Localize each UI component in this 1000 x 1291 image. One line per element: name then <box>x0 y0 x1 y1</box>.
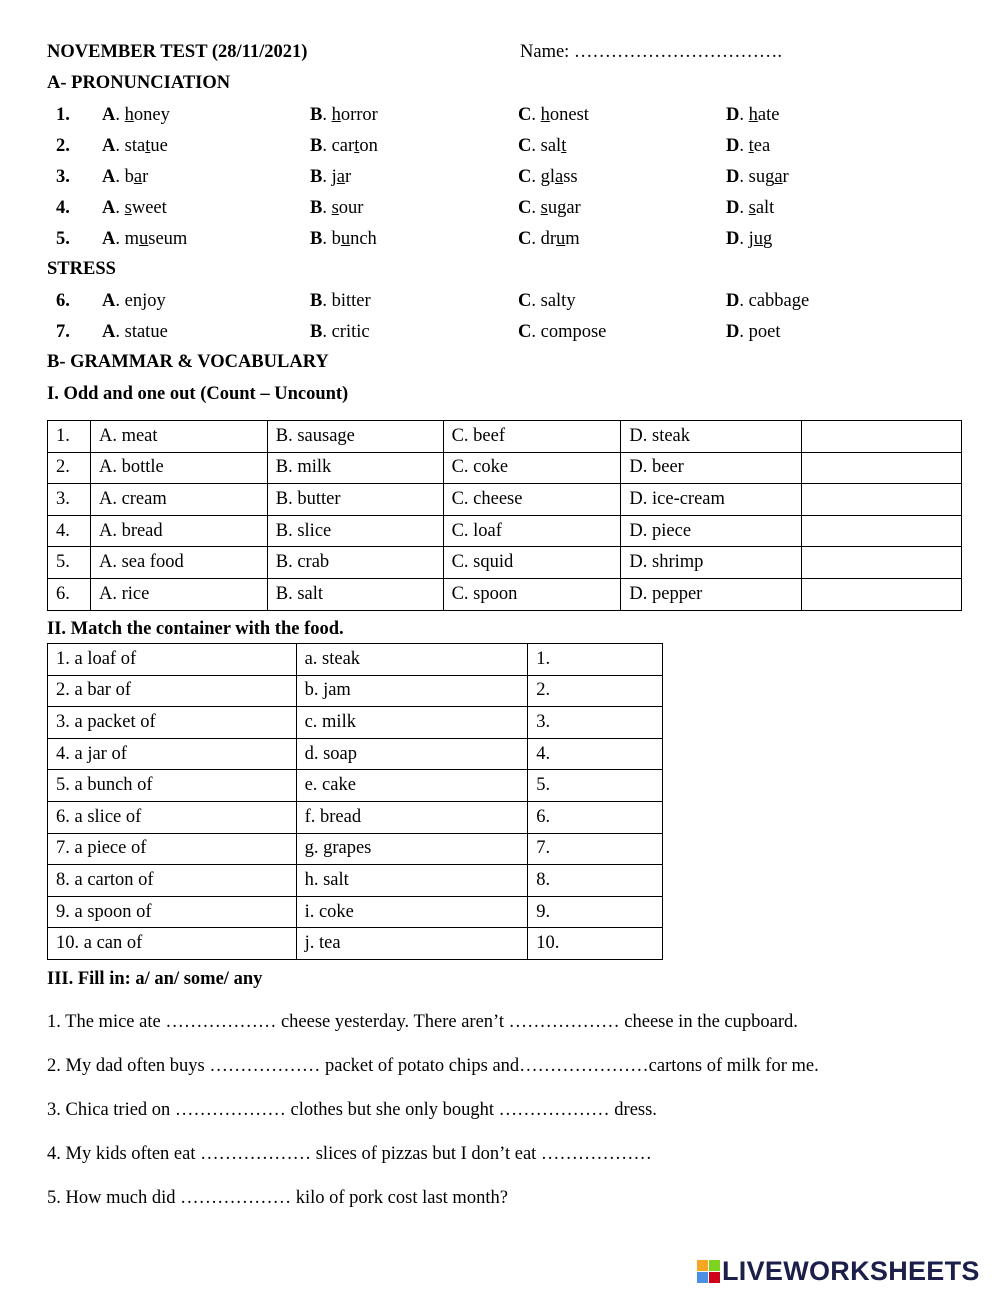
logo-text: LIVEWORKSHEETS <box>722 1255 980 1286</box>
option-b: B. critic <box>310 322 370 342</box>
table-cell: B. milk <box>267 452 443 484</box>
name-field-label: Name: ……………………………. <box>520 42 783 62</box>
option-a: A. enjoy <box>102 291 166 311</box>
table-cell: A. sea food <box>90 547 267 579</box>
underlined-sound: u <box>139 229 149 249</box>
underlined-sound: a <box>555 167 564 187</box>
table-row <box>48 770 663 802</box>
table-row <box>48 707 663 739</box>
question-row <box>0 291 1000 319</box>
logo-block <box>697 1272 708 1283</box>
option-c: C. salty <box>518 291 576 311</box>
table-cell: i. coke <box>296 896 528 928</box>
option-d: D. hate <box>726 105 780 125</box>
table-cell: 4. a jar of <box>48 738 297 770</box>
table-cell: A. cream <box>90 484 267 516</box>
table-cell: 5. <box>528 770 663 802</box>
table-cell: 7. <box>528 833 663 865</box>
table-cell: D. piece <box>621 515 802 547</box>
underlined-sound: a <box>774 167 783 187</box>
table-cell: D. beer <box>621 452 802 484</box>
table-cell: D. steak <box>621 421 802 453</box>
option-a: A. honey <box>102 105 170 125</box>
part1-title: I. Odd and one out (Count – Uncount) <box>47 384 349 404</box>
table-cell: 10. <box>528 928 663 960</box>
underlined-sound: h <box>124 105 134 125</box>
option-b: B. jar <box>310 167 352 187</box>
table-cell: 2. <box>48 452 91 484</box>
table-cell: A. bottle <box>90 452 267 484</box>
table-cell: 3. a packet of <box>48 707 297 739</box>
table-cell: B. crab <box>267 547 443 579</box>
option-a: A. statue <box>102 322 168 342</box>
option-c: C. compose <box>518 322 607 342</box>
question-number: 5. <box>56 229 70 249</box>
question-number: 4. <box>56 198 70 218</box>
question-number: 6. <box>56 291 70 311</box>
table-cell: 6. <box>528 801 663 833</box>
logo-block <box>709 1272 720 1283</box>
table-cell: 9. <box>528 896 663 928</box>
option-c: C. salt <box>518 136 567 156</box>
test-title: NOVEMBER TEST (28/11/2021) <box>47 42 308 62</box>
table-cell: C. spoon <box>443 578 621 610</box>
fill-sentence: 3. Chica tried on ……………… clothes but she only bought ……………… dress. <box>47 1100 657 1120</box>
underlined-sound: s <box>124 198 132 218</box>
section-b-title: B- GRAMMAR & VOCABULARY <box>47 352 329 372</box>
table-cell: a. steak <box>296 644 528 676</box>
part2-title: II. Match the container with the food. <box>47 619 344 639</box>
underlined-sound: s <box>331 198 339 218</box>
table-cell <box>802 421 962 453</box>
table-cell: A. bread <box>90 515 267 547</box>
option-a: A. sweet <box>102 198 167 218</box>
table-cell: 2. <box>528 675 663 707</box>
logo-blocks-icon <box>697 1260 720 1283</box>
underlined-sound: u <box>753 229 764 249</box>
logo-block <box>697 1260 708 1271</box>
section-a-title: A- PRONUNCIATION <box>47 73 231 93</box>
option-c: C. drum <box>518 229 580 249</box>
table-row <box>48 578 962 610</box>
question-number: 1. <box>56 105 70 125</box>
table-cell: B. salt <box>267 578 443 610</box>
table-cell: C. cheese <box>443 484 621 516</box>
table-cell: C. beef <box>443 421 621 453</box>
underlined-sound: a <box>336 167 345 187</box>
underlined-sound: u <box>340 229 351 249</box>
table-cell: 1. <box>528 644 663 676</box>
table-cell <box>802 484 962 516</box>
underlined-sound: h <box>331 105 341 125</box>
table-cell: C. coke <box>443 452 621 484</box>
option-d: D. salt <box>726 198 775 218</box>
option-b: B. horror <box>310 105 378 125</box>
table-cell: D. shrimp <box>621 547 802 579</box>
underlined-sound: h <box>748 105 758 125</box>
question-row <box>0 136 1000 164</box>
table-cell: 4. <box>48 515 91 547</box>
table-row <box>48 547 962 579</box>
option-d: D. tea <box>726 136 771 156</box>
underlined-sound: h <box>540 105 550 125</box>
table-cell: A. meat <box>90 421 267 453</box>
table-cell: 7. a piece of <box>48 833 297 865</box>
table-cell: A. rice <box>90 578 267 610</box>
part3-title: III. Fill in: a/ an/ some/ any <box>47 969 263 989</box>
table-cell <box>802 547 962 579</box>
table-cell: h. salt <box>296 865 528 897</box>
underlined-sound: s <box>540 198 548 218</box>
table-row <box>48 515 962 547</box>
option-b: B. bitter <box>310 291 371 311</box>
odd-one-out-table <box>47 420 962 611</box>
table-cell: 6. <box>48 578 91 610</box>
table-cell: B. butter <box>267 484 443 516</box>
underlined-sound: u <box>556 229 566 249</box>
question-row <box>0 198 1000 226</box>
table-row <box>48 738 663 770</box>
match-table <box>47 643 663 960</box>
table-row <box>48 675 663 707</box>
underlined-sound: t <box>145 136 151 156</box>
option-c: C. sugar <box>518 198 581 218</box>
fill-sentence: 2. My dad often buys ……………… packet of potato chips and…………………cartons of milk for me. <box>47 1056 819 1076</box>
table-row <box>48 421 962 453</box>
table-row <box>48 452 962 484</box>
table-cell: c. milk <box>296 707 528 739</box>
table-cell: j. tea <box>296 928 528 960</box>
table-cell: 2. a bar of <box>48 675 297 707</box>
table-cell: 8. <box>528 865 663 897</box>
table-cell: D. pepper <box>621 578 802 610</box>
table-cell: g. grapes <box>296 833 528 865</box>
table-cell: 4. <box>528 738 663 770</box>
fill-sentence: 5. How much did ……………… kilo of pork cost last month? <box>47 1188 508 1208</box>
question-row <box>0 322 1000 350</box>
table-cell: B. sausage <box>267 421 443 453</box>
table-cell: b. jam <box>296 675 528 707</box>
underlined-sound: t <box>354 136 360 156</box>
question-row <box>0 229 1000 257</box>
fill-sentence: 4. My kids often eat ……………… slices of pizzas but I don’t eat ……………… <box>47 1144 652 1164</box>
question-number: 7. <box>56 322 70 342</box>
question-number: 3. <box>56 167 70 187</box>
table-row <box>48 928 663 960</box>
underlined-sound: t <box>748 136 754 156</box>
option-a: A. museum <box>102 229 188 249</box>
table-row <box>48 484 962 516</box>
option-d: D. cabbage <box>726 291 810 311</box>
table-cell: 3. <box>528 707 663 739</box>
table-cell: B. slice <box>267 515 443 547</box>
table-cell: 5. a bunch of <box>48 770 297 802</box>
stress-title: STRESS <box>47 259 116 279</box>
table-cell: e. cake <box>296 770 528 802</box>
table-cell: 8. a carton of <box>48 865 297 897</box>
option-b: B. carton <box>310 136 378 156</box>
table-cell: D. ice-cream <box>621 484 802 516</box>
table-cell: d. soap <box>296 738 528 770</box>
table-cell: 9. a spoon of <box>48 896 297 928</box>
option-d: D. jug <box>726 229 773 249</box>
table-cell <box>802 452 962 484</box>
option-d: D. poet <box>726 322 781 342</box>
table-cell: 5. <box>48 547 91 579</box>
question-row <box>0 167 1000 195</box>
underlined-sound: t <box>561 136 567 156</box>
option-b: B. sour <box>310 198 364 218</box>
option-d: D. sugar <box>726 167 789 187</box>
table-row <box>48 644 663 676</box>
question-number: 2. <box>56 136 70 156</box>
option-a: A. bar <box>102 167 149 187</box>
table-cell: f. bread <box>296 801 528 833</box>
fill-sentence: 1. The mice ate ……………… cheese yesterday. There aren’t ……………… cheese in the cupboard. <box>47 1012 798 1032</box>
option-a: A. statue <box>102 136 168 156</box>
question-row <box>0 105 1000 133</box>
table-row <box>48 865 663 897</box>
option-c: C. glass <box>518 167 578 187</box>
option-b: B. bunch <box>310 229 377 249</box>
table-cell: 1. <box>48 421 91 453</box>
table-cell <box>802 578 962 610</box>
option-c: C. honest <box>518 105 589 125</box>
table-cell <box>802 515 962 547</box>
table-cell: C. squid <box>443 547 621 579</box>
logo-block <box>709 1260 720 1271</box>
table-cell: 10. a can of <box>48 928 297 960</box>
table-cell: 3. <box>48 484 91 516</box>
liveworksheets-logo <box>697 1256 980 1286</box>
table-cell: C. loaf <box>443 515 621 547</box>
table-cell: 6. a slice of <box>48 801 297 833</box>
underlined-sound: s <box>748 198 756 218</box>
table-cell: 1. a loaf of <box>48 644 297 676</box>
table-row <box>48 801 663 833</box>
underlined-sound: a <box>133 167 143 187</box>
table-row <box>48 833 663 865</box>
table-row <box>48 896 663 928</box>
